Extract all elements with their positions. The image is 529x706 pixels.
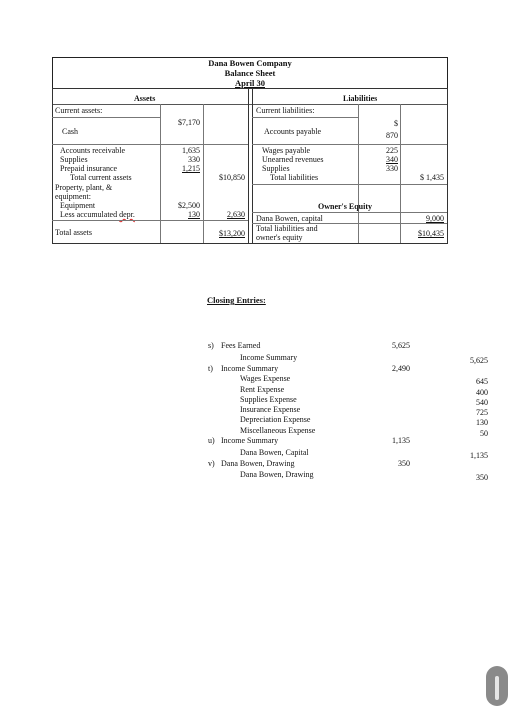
entry-account: Income Summary [240, 353, 298, 362]
entry-letter: s) [208, 341, 214, 350]
accounts-payable-label: Accounts payable [264, 127, 322, 136]
liabilities-heading: Liabilities [343, 94, 378, 103]
liabilities-dollar-sign: $ [394, 119, 398, 128]
entry-credit: 1,135 [470, 451, 488, 460]
entry-credit: 5,625 [470, 356, 488, 365]
entry-letter: v) [208, 459, 215, 468]
net-equipment-value: 2,630 [227, 210, 245, 219]
entry-letter: t) [208, 364, 213, 373]
entry-credit: 540 [476, 398, 488, 407]
entry-account: Income Summary [221, 364, 279, 373]
entry-letter: u) [208, 436, 215, 445]
entry-account: Dana Bowen, Drawing [221, 459, 295, 468]
table-bottom-border [52, 243, 448, 244]
unearned-revenues-value: 340 [386, 155, 398, 164]
table-top-border [52, 88, 448, 89]
entry-account: Miscellaneous Expense [240, 426, 316, 435]
total-assets-value: $13,200 [219, 229, 245, 238]
total-le-value: $10,435 [418, 229, 444, 238]
accounts-receivable-value: 1,635 [182, 146, 200, 155]
total-current-assets-value: $10,850 [219, 173, 245, 182]
liab-supplies-value: 330 [386, 164, 398, 173]
entry-debit: 350 [398, 459, 410, 468]
capital-value: 9,000 [426, 214, 444, 223]
assets-heading: Assets [134, 94, 156, 103]
entry-account: Income Summary [221, 436, 279, 445]
equipment-label: Equipment [60, 201, 96, 210]
table-right-border [447, 88, 448, 244]
entry-account: Rent Expense [240, 385, 285, 394]
current-assets-label: Current assets: [55, 106, 103, 115]
prepaid-insurance-value: 1,215 [182, 164, 200, 173]
middle-divider [248, 88, 249, 244]
wages-payable-value: 225 [386, 146, 398, 155]
total-le-label-2: owner's equity [256, 233, 303, 242]
ppe-label-2: equipment: [55, 192, 91, 201]
entry-account: Wages Expense [240, 374, 291, 383]
assets-col-divider-1 [160, 104, 161, 243]
scroll-handle[interactable] [486, 666, 508, 706]
entry-account: Insurance Expense [240, 405, 301, 414]
row-line [252, 117, 358, 118]
entry-debit: 1,135 [392, 436, 410, 445]
assets-col-divider-2 [203, 104, 204, 243]
balance-sheet [52, 57, 448, 265]
entry-credit: 350 [476, 473, 488, 482]
entry-account: Supplies Expense [240, 395, 297, 404]
owners-equity-heading: Owner's Equity [318, 202, 373, 211]
capital-label: Dana Bowen, capital [256, 214, 323, 223]
entry-account: Dana Bowen, Drawing [240, 470, 314, 479]
ppe-label-1: Property, plant, & [55, 183, 113, 192]
entry-credit: 725 [476, 408, 488, 417]
balance-sheet-header [52, 57, 448, 89]
entry-credit: 645 [476, 377, 488, 386]
entry-debit: 5,625 [392, 341, 410, 350]
total-current-assets-label: Total current assets [70, 173, 132, 182]
depreciation-abbrev: depr. [119, 210, 135, 219]
supplies-label: Supplies [60, 155, 88, 164]
entry-credit: 50 [480, 429, 488, 438]
statement-title: Balance Sheet [224, 68, 276, 78]
supplies-value: 330 [188, 155, 200, 164]
accumulated-depreciation-label [60, 210, 135, 220]
row-line [252, 144, 447, 145]
entry-account: Dana Bowen, Capital [240, 448, 309, 457]
row-line [52, 220, 248, 221]
prepaid-insurance-label: Prepaid insurance [60, 164, 118, 173]
middle-divider-inner [252, 88, 253, 244]
row-line [252, 184, 447, 185]
total-liabilities-label: Total liabilities [270, 173, 319, 182]
cash-value: $7,170 [178, 118, 200, 127]
entry-credit: 130 [476, 418, 488, 427]
accumulated-depreciation-value: 130 [188, 210, 200, 219]
accounts-receivable-label: Accounts receivable [60, 146, 126, 155]
entry-account: Fees Earned [221, 341, 261, 350]
liab-supplies-label: Supplies [262, 164, 290, 173]
closing-entries-heading: Closing Entries: [207, 295, 266, 305]
statement-date: April 30 [235, 78, 265, 88]
row-line [252, 212, 447, 213]
entry-debit: 2,490 [392, 364, 410, 373]
row-line [52, 144, 248, 145]
unearned-revenues-label: Unearned revenues [262, 155, 324, 164]
cash-label: Cash [62, 127, 78, 136]
total-liabilities-value: $ 1,435 [420, 173, 444, 182]
company-name: Dana Bowen Company [208, 58, 292, 68]
entry-account: Depreciation Expense [240, 415, 311, 424]
table-header-border [52, 104, 448, 105]
total-le-label-1: Total liabilities and [256, 224, 318, 233]
accumulated-label-text: Less accumulated [60, 210, 118, 219]
accounts-payable-value: 870 [386, 131, 398, 140]
equipment-value: $2,500 [178, 201, 200, 210]
entry-credit: 400 [476, 388, 488, 397]
total-assets-label: Total assets [55, 228, 92, 237]
current-liabilities-label: Current liabilities: [256, 106, 315, 115]
wages-payable-label: Wages payable [262, 146, 310, 155]
row-line [52, 117, 160, 118]
